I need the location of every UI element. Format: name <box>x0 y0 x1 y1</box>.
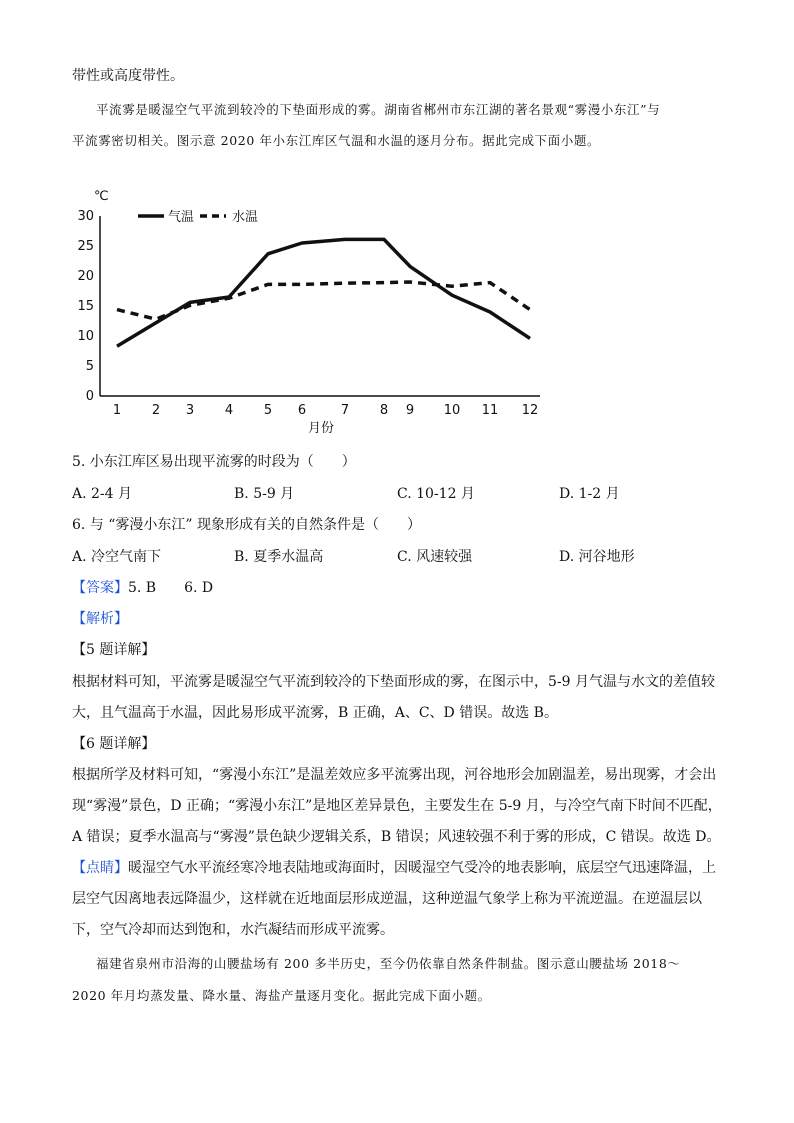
y-tick-label: 5 <box>85 359 94 374</box>
tip-text: 下，空气冷却而达到饱和，水汽凝结而形成平流雾。 <box>72 922 394 938</box>
option-6-d: D. 河谷地形 <box>559 549 635 565</box>
tip-line <box>72 859 716 877</box>
y-tick-label: 0 <box>85 389 94 404</box>
x-tick-labels <box>113 403 538 418</box>
x-tick-label: 7 <box>340 403 350 418</box>
x-tick-label: 4 <box>224 403 234 418</box>
y-axis-label: ℃ <box>94 189 109 204</box>
x-tick-label: 10 <box>443 403 461 418</box>
y-tick-label: 15 <box>77 299 94 314</box>
analysis-label: 【解析】 <box>72 611 128 627</box>
y-tick-label: 10 <box>77 329 94 344</box>
series-line-air-temp <box>117 239 530 346</box>
option-5-d: D. 1-2 月 <box>559 486 620 502</box>
y-tick-label: 30 <box>77 209 94 224</box>
x-tick-label: 9 <box>405 403 415 418</box>
x-tick-label: 1 <box>112 403 122 418</box>
option-5-b: B. 5-9 月 <box>234 486 295 502</box>
tip-text: 层空气因离地表远降温少，这样就在近地面层形成逆温，这种逆温气象学上称为平流逆温。在逆温层以 <box>72 891 702 907</box>
detail-6-text: A 错误；夏季水温高与“雾漫”景色缺少逻辑关系，B 错误；风速较强不利于雾的形成，C 错误。故选 D。 <box>72 829 721 845</box>
x-tick-label: 2 <box>151 403 161 418</box>
detail-5-label: 【5 题详解】 <box>72 642 156 658</box>
answer-label: 【答案】 <box>72 580 128 596</box>
detail-5-text: 大，且气温高于水温，因此易形成平流雾，B 正确，A、C、D 错误。故选 B。 <box>72 705 558 721</box>
option-5-a: A. 2-4 月 <box>72 486 133 502</box>
answer-line <box>72 579 213 597</box>
intro-paragraph: 平流雾是暖湿空气平流到较冷的下垫面形成的雾。湖南省郴州市东江湖的著名景观“雾漫小东江”与 <box>96 102 661 117</box>
legend-label-water-temp: 水温 <box>232 210 259 225</box>
y-tick-label: 20 <box>77 269 94 284</box>
legend <box>138 209 258 225</box>
y-tick-labels <box>77 209 94 404</box>
detail-5-text: 根据材料可知，平流雾是暖湿空气平流到较冷的下垫面形成的雾，在图示中，5-9 月气温与水文的差值较 <box>72 674 715 690</box>
option-6-a: A. 冷空气南下 <box>72 549 162 565</box>
plot-area <box>117 239 530 346</box>
tip-label: 【点睛】 <box>72 860 128 876</box>
question-6: 6. 与 “雾漫小东江” 现象形成有关的自然条件是（ ） <box>72 517 422 533</box>
x-axis-label: 月份 <box>308 421 335 436</box>
legend-label-air-temp: 气温 <box>168 210 195 225</box>
option-6-b: B. 夏季水温高 <box>234 549 324 565</box>
x-tick-label: 6 <box>297 403 307 418</box>
answer-text: 5. B 6. D <box>128 580 214 596</box>
intro-paragraph-2: 2020 年月均蒸发量、降水量、海盐产量逐月变化。据此完成下面小题。 <box>72 988 491 1003</box>
intro-paragraph-2: 福建省泉州市沿海的山腰盐场有 200 多半历史，至今仍依靠自然条件制盐。图示意山腰盐场 2018～ <box>96 956 681 971</box>
intro-paragraph: 平流雾密切相关。图示意 2020 年小东江库区气温和水温的逐月分布。据此完成下面小题。 <box>72 133 601 148</box>
x-tick-label: 8 <box>379 403 389 418</box>
option-6-c: C. 风速较强 <box>397 549 473 565</box>
x-tick-label: 12 <box>521 403 539 418</box>
option-5-c: C. 10-12 月 <box>397 486 475 502</box>
x-tick-label: 5 <box>263 403 273 418</box>
question-5: 5. 小东江库区易出现平流雾的时段为（ ） <box>72 454 356 470</box>
detail-6-label: 【6 题详解】 <box>72 736 156 752</box>
temperature-chart <box>60 182 560 442</box>
text-line: 带性或高度带性。 <box>72 68 184 84</box>
x-tick-label: 11 <box>481 403 499 418</box>
y-tick-label: 25 <box>77 239 94 254</box>
tip-text: 暖湿空气水平流经寒冷地表陆地或海面时，因暖湿空气受冷的地表影响，底层空气迅速降温，上 <box>128 860 716 876</box>
x-tick-label: 3 <box>185 403 195 418</box>
detail-6-text: 现“雾漫”景色，D 正确；“雾漫小东江”是地区差异景色，主要发生在 5-9 月，与冷空气南下时间不匹配， <box>72 798 722 814</box>
detail-6-text: 根据所学及材料可知，“雾漫小东江”是温差效应多平流雾出现，河谷地形会加剧温差，易出现雾，才会出 <box>72 767 717 783</box>
